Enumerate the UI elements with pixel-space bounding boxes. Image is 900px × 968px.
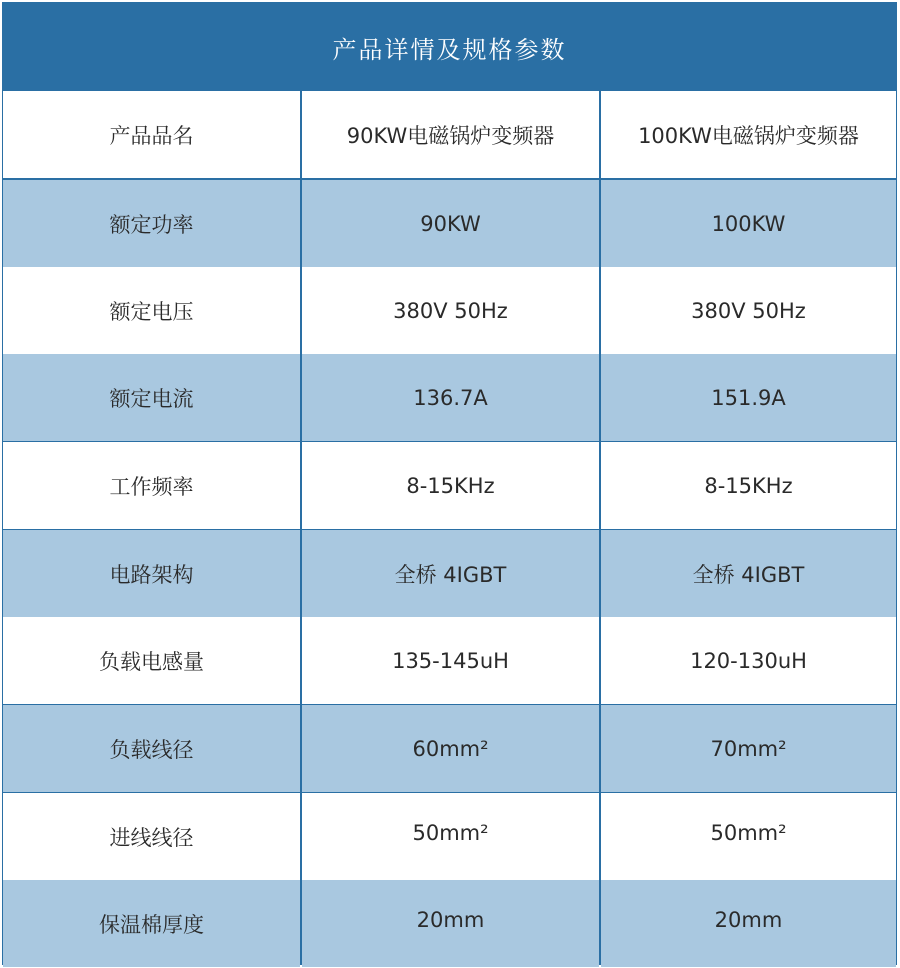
row-label-cell [3,180,300,267]
table-row [3,705,896,792]
row-label: 负载线径 [109,737,194,762]
value-90kw: 60mm² [412,736,489,761]
table-row [3,91,896,178]
value-100kw: 50mm² [710,820,787,845]
table-row [3,180,896,267]
value-90kw: 90KW电磁锅炉变频器 [346,123,555,148]
value-cell-90kw [302,793,599,880]
row-label: 额定电压 [109,299,194,324]
value-cell-90kw [302,354,599,441]
row-label-cell [3,705,300,792]
table-title: 产品详情及规格参数 [332,35,567,64]
row-label-cell [3,617,300,704]
table-row [3,617,896,704]
value-100kw: 151.9A [711,385,786,410]
value-cell-100kw [601,180,896,267]
row-label-cell [3,91,300,178]
value-100kw: 380V 50Hz [691,298,806,323]
table-row [3,880,896,967]
value-cell-90kw [302,267,599,354]
row-label: 产品品名 [109,123,194,148]
value-90kw: 全桥 4IGBT [394,562,507,587]
value-cell-90kw [302,880,599,967]
row-label: 额定电流 [109,386,194,411]
row-label-cell [3,354,300,441]
value-90kw: 8-15KHz [406,473,495,498]
value-100kw: 100KW电磁锅炉变频器 [638,123,859,148]
value-cell-90kw [302,705,599,792]
row-label-cell [3,267,300,354]
value-cell-90kw [302,530,599,617]
value-cell-100kw [601,354,896,441]
table-title-bar [3,3,896,91]
value-100kw: 100KW [711,211,786,236]
row-label-cell [3,530,300,617]
row-label-cell [3,442,300,529]
table-row [3,267,896,354]
value-90kw: 135-145uH [392,648,509,673]
value-100kw: 全桥 4IGBT [692,562,805,587]
value-cell-100kw [601,267,896,354]
value-100kw: 120-130uH [690,648,807,673]
value-90kw: 136.7A [413,385,488,410]
row-label: 进线线径 [109,825,194,850]
value-90kw: 20mm [416,907,485,932]
value-cell-100kw [601,705,896,792]
row-label-cell [3,880,300,967]
table-row [3,354,896,441]
row-label: 保温棉厚度 [99,912,204,937]
row-label: 额定功率 [109,212,194,237]
row-label: 工作频率 [109,474,194,499]
row-label-cell [3,793,300,880]
value-cell-90kw [302,617,599,704]
value-cell-100kw [601,880,896,967]
value-100kw: 8-15KHz [704,473,793,498]
table-row [3,530,896,617]
value-100kw: 70mm² [710,736,787,761]
spec-table [2,2,897,965]
value-90kw: 90KW [420,211,481,236]
value-cell-100kw [601,530,896,617]
value-90kw: 380V 50Hz [393,298,508,323]
value-cell-90kw [302,91,599,178]
value-cell-100kw [601,91,896,178]
table-row [3,442,896,529]
value-100kw: 20mm [714,907,783,932]
value-cell-90kw [302,442,599,529]
value-90kw: 50mm² [412,820,489,845]
value-cell-100kw [601,617,896,704]
value-cell-90kw [302,180,599,267]
value-cell-100kw [601,793,896,880]
row-label: 负载电感量 [99,649,204,674]
value-cell-100kw [601,442,896,529]
row-label: 电路架构 [109,562,194,587]
table-row [3,793,896,880]
